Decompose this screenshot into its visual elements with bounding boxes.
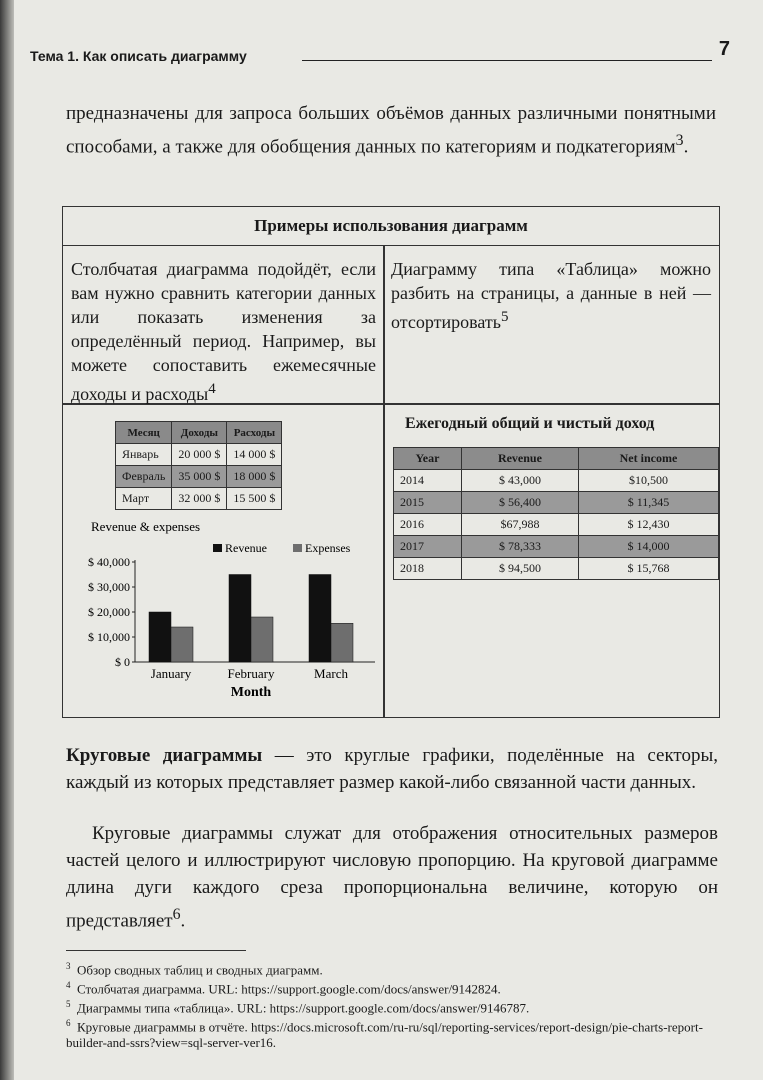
x-tick-label: February: [227, 666, 275, 681]
running-header: [30, 38, 730, 72]
table-row: [394, 492, 719, 514]
footnote-text: Столбчатая диаграмма. URL: https://support.google.com/docs/answer/9142824.: [77, 981, 501, 997]
col-header: Доходы: [172, 422, 227, 444]
examples-box: [62, 206, 720, 718]
table-row: [116, 466, 282, 488]
footnote-text: Круговые диаграммы в отчёте. https://docs.microsoft.com/ru-ru/sql/reporting-services/report-design/pie-charts-report-builder-and-ssrs?view=sql-server-ver16.: [66, 1019, 703, 1051]
y-tick-label: $ 10,000: [88, 630, 130, 644]
cell: 2016: [394, 514, 462, 536]
cell: 14 000 $: [227, 444, 282, 466]
topic-title: Тема 1. Как описать диаграмму: [30, 48, 247, 64]
legend-swatch: [213, 544, 222, 552]
cell: 32 000 $: [172, 488, 227, 510]
box-vertical-divider: [383, 245, 385, 717]
y-tick-label: $ 20,000: [88, 605, 130, 619]
footnote-number: 4: [66, 980, 71, 990]
footnote-number: 3: [66, 961, 71, 971]
x-tick-label: January: [150, 666, 192, 681]
footnote-ref: 5: [500, 309, 509, 325]
income-table-title: Ежегодный общий и чистый доход: [405, 415, 655, 432]
intro-text: предназначены для запроса больших объёмов данных различными понятными способами, а также для обобщения данных по категориям и подкатегориям: [66, 103, 716, 158]
intro-paragraph: предназначены для запроса больших объёмов данных различными понятными способами, а также для обобщения данных по категориям и подкатегориям$^3$.: [66, 103, 716, 158]
footnote-4: [66, 977, 716, 997]
table-row: [394, 514, 719, 536]
table-row: [394, 470, 719, 492]
bar-revenue: [149, 612, 171, 662]
cell: $10,500: [578, 470, 718, 492]
page-spine-shadow: [0, 0, 14, 1080]
col-header: Месяц: [116, 422, 172, 444]
cell: Февраль: [116, 466, 172, 488]
pie-usage-text: Круговые диаграммы служат для отображения относительных размеров частей целого и иллюстрируют числовую пропорцию. На круговой диаграмме длина дуги каждого среза пропорциональна величине, которую он представляет: [66, 823, 718, 932]
footnote-number: 5: [66, 999, 71, 1009]
legend-label: Expenses: [305, 541, 351, 555]
bar-expenses: [331, 623, 353, 662]
cell: 2017: [394, 536, 462, 558]
cell: $ 15,768: [578, 558, 718, 580]
income-table: [393, 447, 719, 580]
col-header: Расходы: [227, 422, 282, 444]
cell: 2015: [394, 492, 462, 514]
table-row: [394, 558, 719, 580]
cell: $ 56,400: [461, 492, 578, 514]
cell: $ 14,000: [578, 536, 718, 558]
header-rule: [302, 60, 712, 61]
pie-definition-paragraph: [66, 742, 718, 796]
cell: $ 94,500: [461, 558, 578, 580]
footnote-ref: 3: [675, 132, 684, 149]
bar-revenue: [309, 575, 331, 663]
chart-title: Revenue & expenses: [91, 519, 201, 534]
cell: $ 43,000: [461, 470, 578, 492]
cell: Январь: [116, 444, 172, 466]
col-header: Net income: [578, 448, 718, 470]
footnote-5: [66, 996, 716, 1016]
cell: $ 11,345: [578, 492, 718, 514]
y-tick-label: $ 30,000: [88, 580, 130, 594]
cell: $ 12,430: [578, 514, 718, 536]
bar-chart-description: [71, 257, 376, 406]
left-text: Столбчатая диаграмма подойдёт, если вам нужно сравнить категории данных или показать изменения за определённый период. Например, вы можете сопоставить ежемесячные доходы и расходы: [71, 259, 376, 404]
footnote-3: [66, 958, 716, 978]
cell: 20 000 $: [172, 444, 227, 466]
box-title: Примеры использования диаграмм: [63, 207, 719, 246]
pie-term: Круговые диаграммы: [66, 745, 263, 766]
x-tick-label: March: [314, 666, 348, 681]
cell: 15 500 $: [227, 488, 282, 510]
table-row: [116, 444, 282, 466]
table-chart-description: [391, 257, 711, 334]
cell: 2014: [394, 470, 462, 492]
footnote-text: Диаграммы типа «таблица». URL: https://support.google.com/docs/answer/9146787.: [77, 1000, 530, 1016]
footnote-6: [66, 1015, 716, 1051]
cell: 2018: [394, 558, 462, 580]
monthly-table: [115, 421, 282, 510]
pie-definition: — это круглые графики, поделённые на секторы, каждый из которых представляет размер какой-либо связанной части данных.: [66, 745, 718, 793]
pie-usage-paragraph: Круговые диаграммы служат для отображения относительных размеров частей целого и иллюстрируют числовую пропорцию. На круговой диаграмме длина дуги каждого среза пропорциональна величине, которую он представляет$^6$.: [66, 823, 718, 932]
bar-expenses: [251, 617, 273, 662]
legend-swatch: [293, 544, 302, 552]
footnote-ref: 4: [208, 381, 216, 397]
cell: Март: [116, 488, 172, 510]
bar-revenue: [229, 575, 251, 663]
cell: $67,988: [461, 514, 578, 536]
table-row: [394, 536, 719, 558]
footnote-number: 6: [66, 1018, 71, 1028]
footnote-separator: [66, 950, 246, 951]
col-header: Revenue: [461, 448, 578, 470]
col-header: Year: [394, 448, 462, 470]
footnote-text: Обзор сводных таблиц и сводных диаграмм.: [77, 962, 323, 978]
legend-label: Revenue: [225, 541, 267, 555]
footnote-ref: 6: [172, 906, 181, 923]
right-text: Диаграмму типа «Таблица» можно разбить на страницы, а данные в ней — отсортировать: [391, 259, 711, 332]
y-tick-label: $ 0: [115, 655, 130, 669]
cell: 35 000 $: [172, 466, 227, 488]
page-number: 7: [718, 38, 730, 60]
bar-expenses: [171, 627, 193, 662]
revenue-expenses-chart: [63, 507, 383, 717]
y-tick-label: $ 40,000: [88, 555, 130, 569]
cell: $ 78,333: [461, 536, 578, 558]
cell: 18 000 $: [227, 466, 282, 488]
x-axis-label: Month: [230, 685, 272, 700]
